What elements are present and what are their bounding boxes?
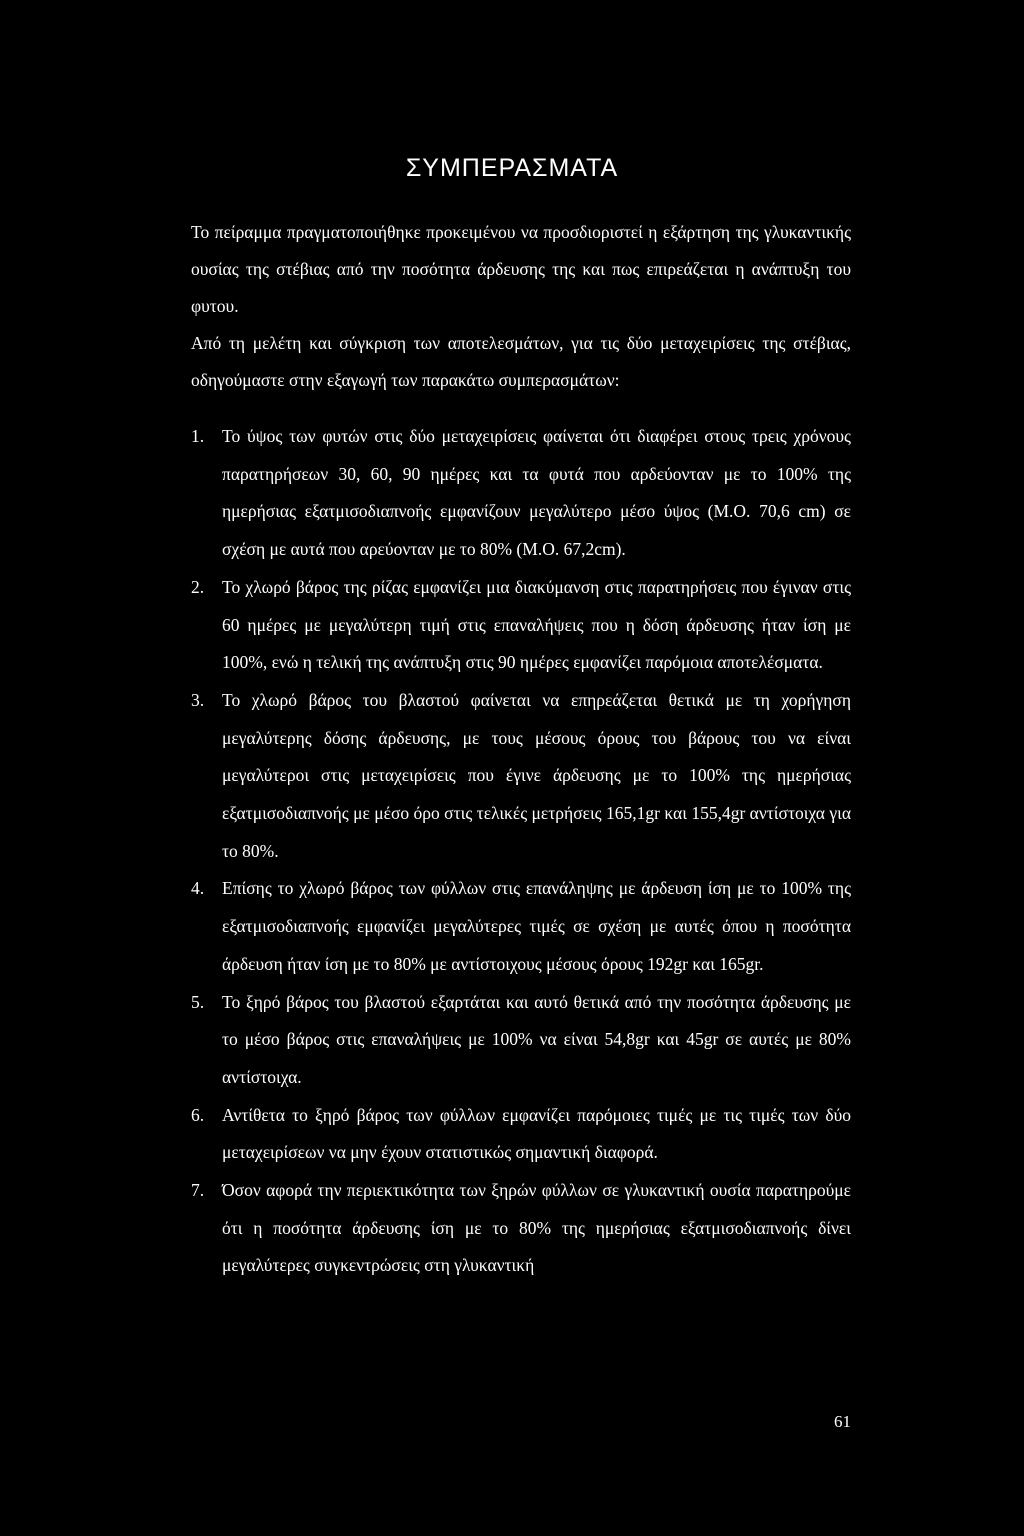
list-item-text: Επίσης το χλωρό βάρος των φύλλων στις επανάληψης με άρδευση ίση με το 100% της εξατμισοδιαπνοής εμφανίζει μεγαλύτερες τιμές σε σχέση με αυτές όπου η ποσότητα άρδευση ήταν ίση με το 80% με αντίστοιχους μέσους όρους 192gr και 165gr. bbox=[222, 878, 851, 974]
list-item-number: 5. bbox=[191, 991, 205, 1012]
list-item bbox=[191, 984, 851, 1097]
intro-paragraph-2: Από τη μελέτη και σύγκριση των αποτελεσμάτων, για τις δύο μεταχειρίσεις της στέβιας, οδηγούμαστε στην εξαγωγή των παρακάτω συμπερασμάτων: bbox=[191, 333, 851, 390]
list-item bbox=[191, 1172, 851, 1285]
list-item-number: 4. bbox=[191, 878, 205, 899]
intro-section bbox=[191, 214, 851, 399]
page-title: ΣΥΜΠΕΡΑΣΜΑΤΑ bbox=[405, 154, 619, 182]
page-number: 61 bbox=[834, 1412, 851, 1431]
list-item-text: Αντίθετα το ξηρό βάρος των φύλλων εμφανίζει παρόμοιες τιμές με τις τιμές των δύο μεταχειρίσεων να μην έχουν στατιστικώς σημαντική διαφορά. bbox=[222, 1104, 851, 1163]
list-item-text: Το χλωρό βάρος της ρίζας εμφανίζει μια διακύμανση στις παρατηρήσεις που έγιναν στις 60 ημέρες με μεγαλύτερη τιμή στις επαναλήψεις που η δόση άρδευσης ήταν ίση με 100%, ενώ η τελική της ανάπτυξη στις 90 ημέρες εμφανίζει παρόμοια αποτελέσματα. bbox=[222, 576, 851, 673]
list-item-number: 2. bbox=[191, 576, 205, 597]
intro-paragraph-1: Το πείραμμα πραγματοποιήθηκε προκειμένου να προσδιοριστεί η εξάρτηση της γλυκαντικής ουσίας της στέβιας από την ποσότητα άρδευσης της και πως επιρεάζεται η ανάπτυξη του φυτου. bbox=[191, 222, 851, 316]
list-item bbox=[191, 870, 851, 983]
list-item-text: Το ύψος των φυτών στις δύο μεταχειρίσεις φαίνεται ότι διαφέρει στους τρεις χρόνους παρατηρήσεων 30, 60, 90 ημέρες και τα φυτά που αρδεύονταν με το 100% της ημερήσιας εξατμισοδιαπνοής εμφανίζουν μεγαλύτερο μέσο ύψος (Μ.Ο. 70,6 cm) σε σχέση με αυτά που αρεύονταν με το 80% (Μ.Ο. 67,2cm). bbox=[222, 426, 851, 560]
list-item bbox=[191, 418, 851, 569]
list-item bbox=[191, 569, 851, 682]
list-item-number: 1. bbox=[191, 426, 205, 446]
list-item bbox=[191, 682, 851, 871]
list-item-text: Όσον αφορά την περιεκτικότητα των ξηρών φύλλων σε γλυκαντική ουσία παρατηρούμε ότι η ποσότητα άρδευσης ίση με το 80% της ημερήσιας εξατμισοδιαπνοής δίνει μεγαλύτερες συγκεντρώσεις στη γλυκαντική bbox=[222, 1180, 851, 1276]
list-item-text: Το χλωρό βάρος του βλαστού φαίνεται να επηρεάζεται θετικά με τη χορήγηση μεγαλύτερης δόσης άρδευσης, με τους μέσους όρους του βάρους του να είναι μεγαλύτεροι στις μεταχειρίσεις που έγινε άρδευσης με το 100% της ημερήσιας εξατμισοδιαπνοής με μέσο όρο στις τελικές μετρήσεις 165,1gr και 155,4gr αντίστοιχα για το 80%. bbox=[222, 689, 851, 861]
list-item-number: 7. bbox=[191, 1180, 205, 1201]
list-item-text: Το ξηρό βάρος του βλαστού εξαρτάται και αυτό θετικά από την ποσότητα άρδευσης με το μέσο βάρος στις επαναλήψεις με 100% να είναι 54,8gr και 45gr σε αυτές με 80% αντίστοιχα. bbox=[222, 991, 851, 1087]
list-item-number: 6. bbox=[191, 1104, 205, 1125]
conclusions-list bbox=[191, 418, 851, 1285]
list-item bbox=[191, 1097, 851, 1172]
list-item-number: 3. bbox=[191, 689, 205, 710]
